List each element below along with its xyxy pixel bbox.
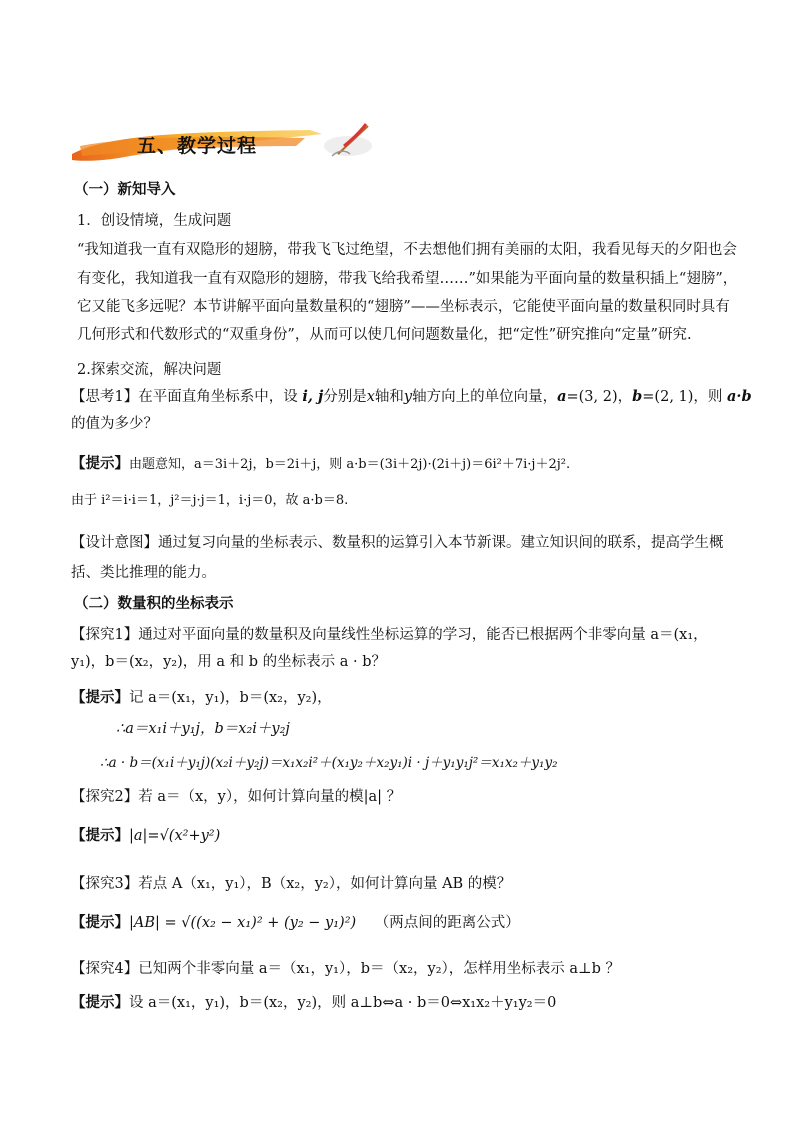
explore2-label: 【探究2】 bbox=[71, 789, 139, 805]
design-line2: 括、类比推理的能力。 bbox=[71, 565, 216, 581]
distance-formula: |AB| = √((x₂ − x₁)² + (y₂ − y₁)²) bbox=[129, 915, 357, 931]
explore2-line: 【探究2】若 a＝（x，y），如何计算向量的模|a| ？ bbox=[71, 789, 402, 805]
explore3-line: 【探究3】若点 A（x₁，y₁），B（x₂，y₂），如何计算向量 AB 的模？ bbox=[71, 876, 512, 892]
intro-para-line1: “我知道我一直有双隐形的翅膀，带我飞飞过绝望，不去想他们拥有美丽的太阳，我看见每天的夕阳也会 bbox=[77, 242, 737, 258]
think1-line1: 【思考1】在平面直角坐标系中，设 i, j分别是x轴和y轴方向上的单位向量，a=(3, 2)，b=(2, 1)，则 a·b bbox=[71, 388, 752, 405]
feather-quill-icon bbox=[318, 120, 378, 160]
hint1-line1: 【提示】由题意知，a＝3i＋2j，b＝2i＋j，则 a·b＝(3i＋2j)·(2i＋j)＝6i²＋7i·j＋2j². bbox=[71, 455, 571, 472]
hint-label: 【提示】 bbox=[71, 455, 129, 472]
hint1-line2: 由于 i²＝i·i＝1，j²＝j·j＝1，i·j＝0，故 a·b＝8. bbox=[71, 493, 349, 508]
hint3-line: 【提示】|a|=√(x²+y²) bbox=[71, 827, 221, 844]
think1-label: 【思考1】 bbox=[71, 389, 139, 405]
design-line1: 【设计意图】通过复习向量的坐标表示、数量积的运算引入本节新课。建立知识间的联系，提高学生概 bbox=[71, 535, 724, 551]
section-title: 五、教学过程 bbox=[137, 135, 258, 157]
hint2-line3: ∴a · b＝(x₁i＋y₁j)(x₂i＋y₂j)＝x₁x₂i²＋(x₁y₂＋x₂y₁)i · j＋y₁y₁j²＝x₁x₂＋y₁y₂ bbox=[100, 755, 558, 771]
hint4-line: 【提示】|AB| = √((x₂ − x₁)² + (y₂ − y₁)²) （两点间的距离公式） bbox=[71, 914, 520, 931]
intro-para-line4: 几何形式和代数形式的“双重身份”，从而可以使几何问题数量化，把“定性”研究推向“定量”研究. bbox=[77, 327, 692, 343]
hint2-line2: ∴a＝x₁i＋y₁j，b＝x₂i＋y₂j bbox=[116, 721, 290, 737]
explore4-line: 【探究4】已知两个非零向量 a＝（x₁，y₁），b＝（x₂，y₂），怎样用坐标表示 a⊥b ？ bbox=[71, 961, 621, 977]
hint2-line1: 【提示】记 a＝(x₁，y₁)，b＝(x₂，y₂)， bbox=[71, 689, 332, 706]
think1-line2: 的值为多少？ bbox=[71, 416, 158, 432]
hint5-line: 【提示】设 a＝(x₁，y₁)，b＝(x₂，y₂)，则 a⊥b⇔a · b＝0⇔x₁x₂＋y₁y₂＝0 bbox=[71, 994, 557, 1011]
item1-title: 1．创设情境，生成问题 bbox=[77, 213, 232, 229]
design-label: 【设计意图】 bbox=[71, 535, 158, 551]
part1-heading: （一）新知导入 bbox=[74, 181, 176, 198]
item2-title: 2.探索交流，解决问题 bbox=[77, 362, 222, 378]
explore1-line1: 【探究1】通过对平面向量的数量积及向量线性坐标运算的学习，能否已根据两个非零向量 a＝(x₁， bbox=[71, 627, 708, 643]
intro-para-line2: 有变化，我知道我一直有双隐形的翅膀，带我飞给我希望……”如果能为平面向量的数量积插上“翅膀”， bbox=[77, 271, 738, 287]
explore1-line2: y₁)，b＝(x₂，y₂)，用 a 和 b 的坐标表示 a · b？ bbox=[71, 654, 386, 670]
intro-para-line3: 它又能飞多远呢？本节讲解平面向量数量积的“翅膀”——坐标表示，它能使平面向量的数量积同时具有 bbox=[77, 299, 730, 315]
explore3-label: 【探究3】 bbox=[71, 876, 139, 892]
magnitude-formula: |a|=√(x²+y²) bbox=[129, 828, 221, 844]
part2-heading: （二）数量积的坐标表示 bbox=[74, 595, 234, 612]
explore1-label: 【探究1】 bbox=[71, 627, 139, 643]
explore4-label: 【探究4】 bbox=[71, 961, 139, 977]
